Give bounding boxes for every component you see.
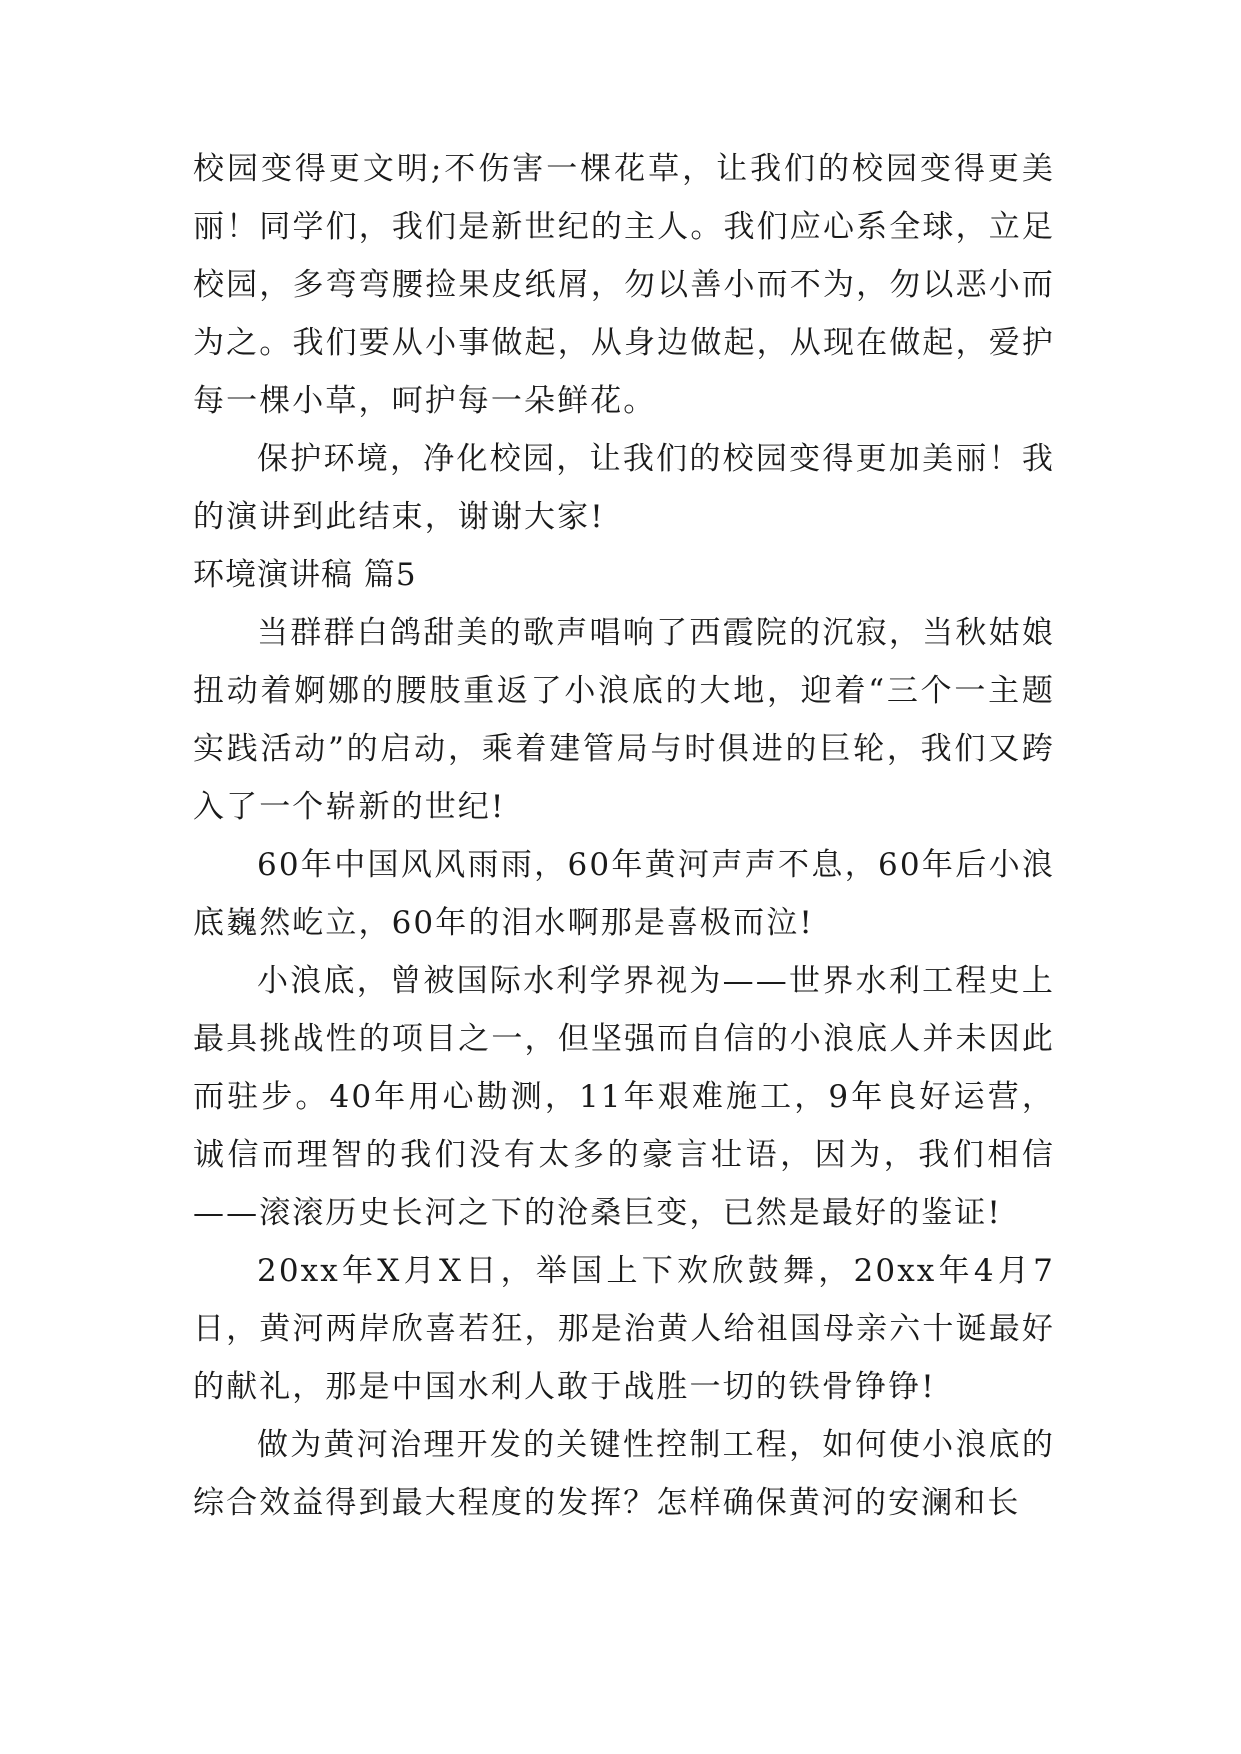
- paragraph-5: 做为黄河治理开发的关键性控制工程，如何使小浪底的综合效益得到最大程度的发挥？怎样确保黄河的安澜和长: [193, 1427, 1055, 1521]
- paragraph-closing: 保护环境，净化校园，让我们的校园变得更加美丽！我的演讲到此结束，谢谢大家!: [193, 441, 1055, 535]
- paragraph-continuation: 校园变得更文明;不伤害一棵花草，让我们的校园变得更美丽！同学们，我们是新世纪的主人。我们应心系全球，立足校园，多弯弯腰捡果皮纸屑，勿以善小而不为，勿以恶小而为之。我们要从小事做起，从身边做起，从现在做起，爱护每一棵小草，呵护每一朵鲜花。: [193, 151, 1055, 419]
- section-title: 环境演讲稿 篇5: [193, 557, 417, 593]
- paragraph-3: 小浪底，曾被国际水利学界视为——世界水利工程史上最具挑战性的项目之一，但坚强而自信的小浪底人并未因此而驻步。40年用心勘测，11年艰难施工，9年良好运营，诚信而理智的我们没有太多的豪言壮语，因为，我们相信——滚滚历史长河之下的沧桑巨变，已然是最好的鉴证!: [193, 963, 1055, 1231]
- paragraph-4: 20xx年X月X日，举国上下欢欣鼓舞，20xx年4月7日，黄河两岸欣喜若狂，那是治黄人给祖国母亲六十诞最好的献礼，那是中国水利人敢于战胜一切的铁骨铮铮!: [193, 1253, 1055, 1405]
- paragraph-1: 当群群白鸽甜美的歌声唱响了西霞院的沉寂，当秋姑娘扭动着婀娜的腰肢重返了小浪底的大地，迎着“三个一主题实践活动”的启动，乘着建管局与时俱进的巨轮，我们又跨入了一个崭新的世纪!: [193, 615, 1055, 825]
- document-page: [193, 140, 1055, 1532]
- paragraph-2: 60年中国风风雨雨，60年黄河声声不息，60年后小浪底巍然屹立，60年的泪水啊那是喜极而泣!: [193, 847, 1055, 941]
